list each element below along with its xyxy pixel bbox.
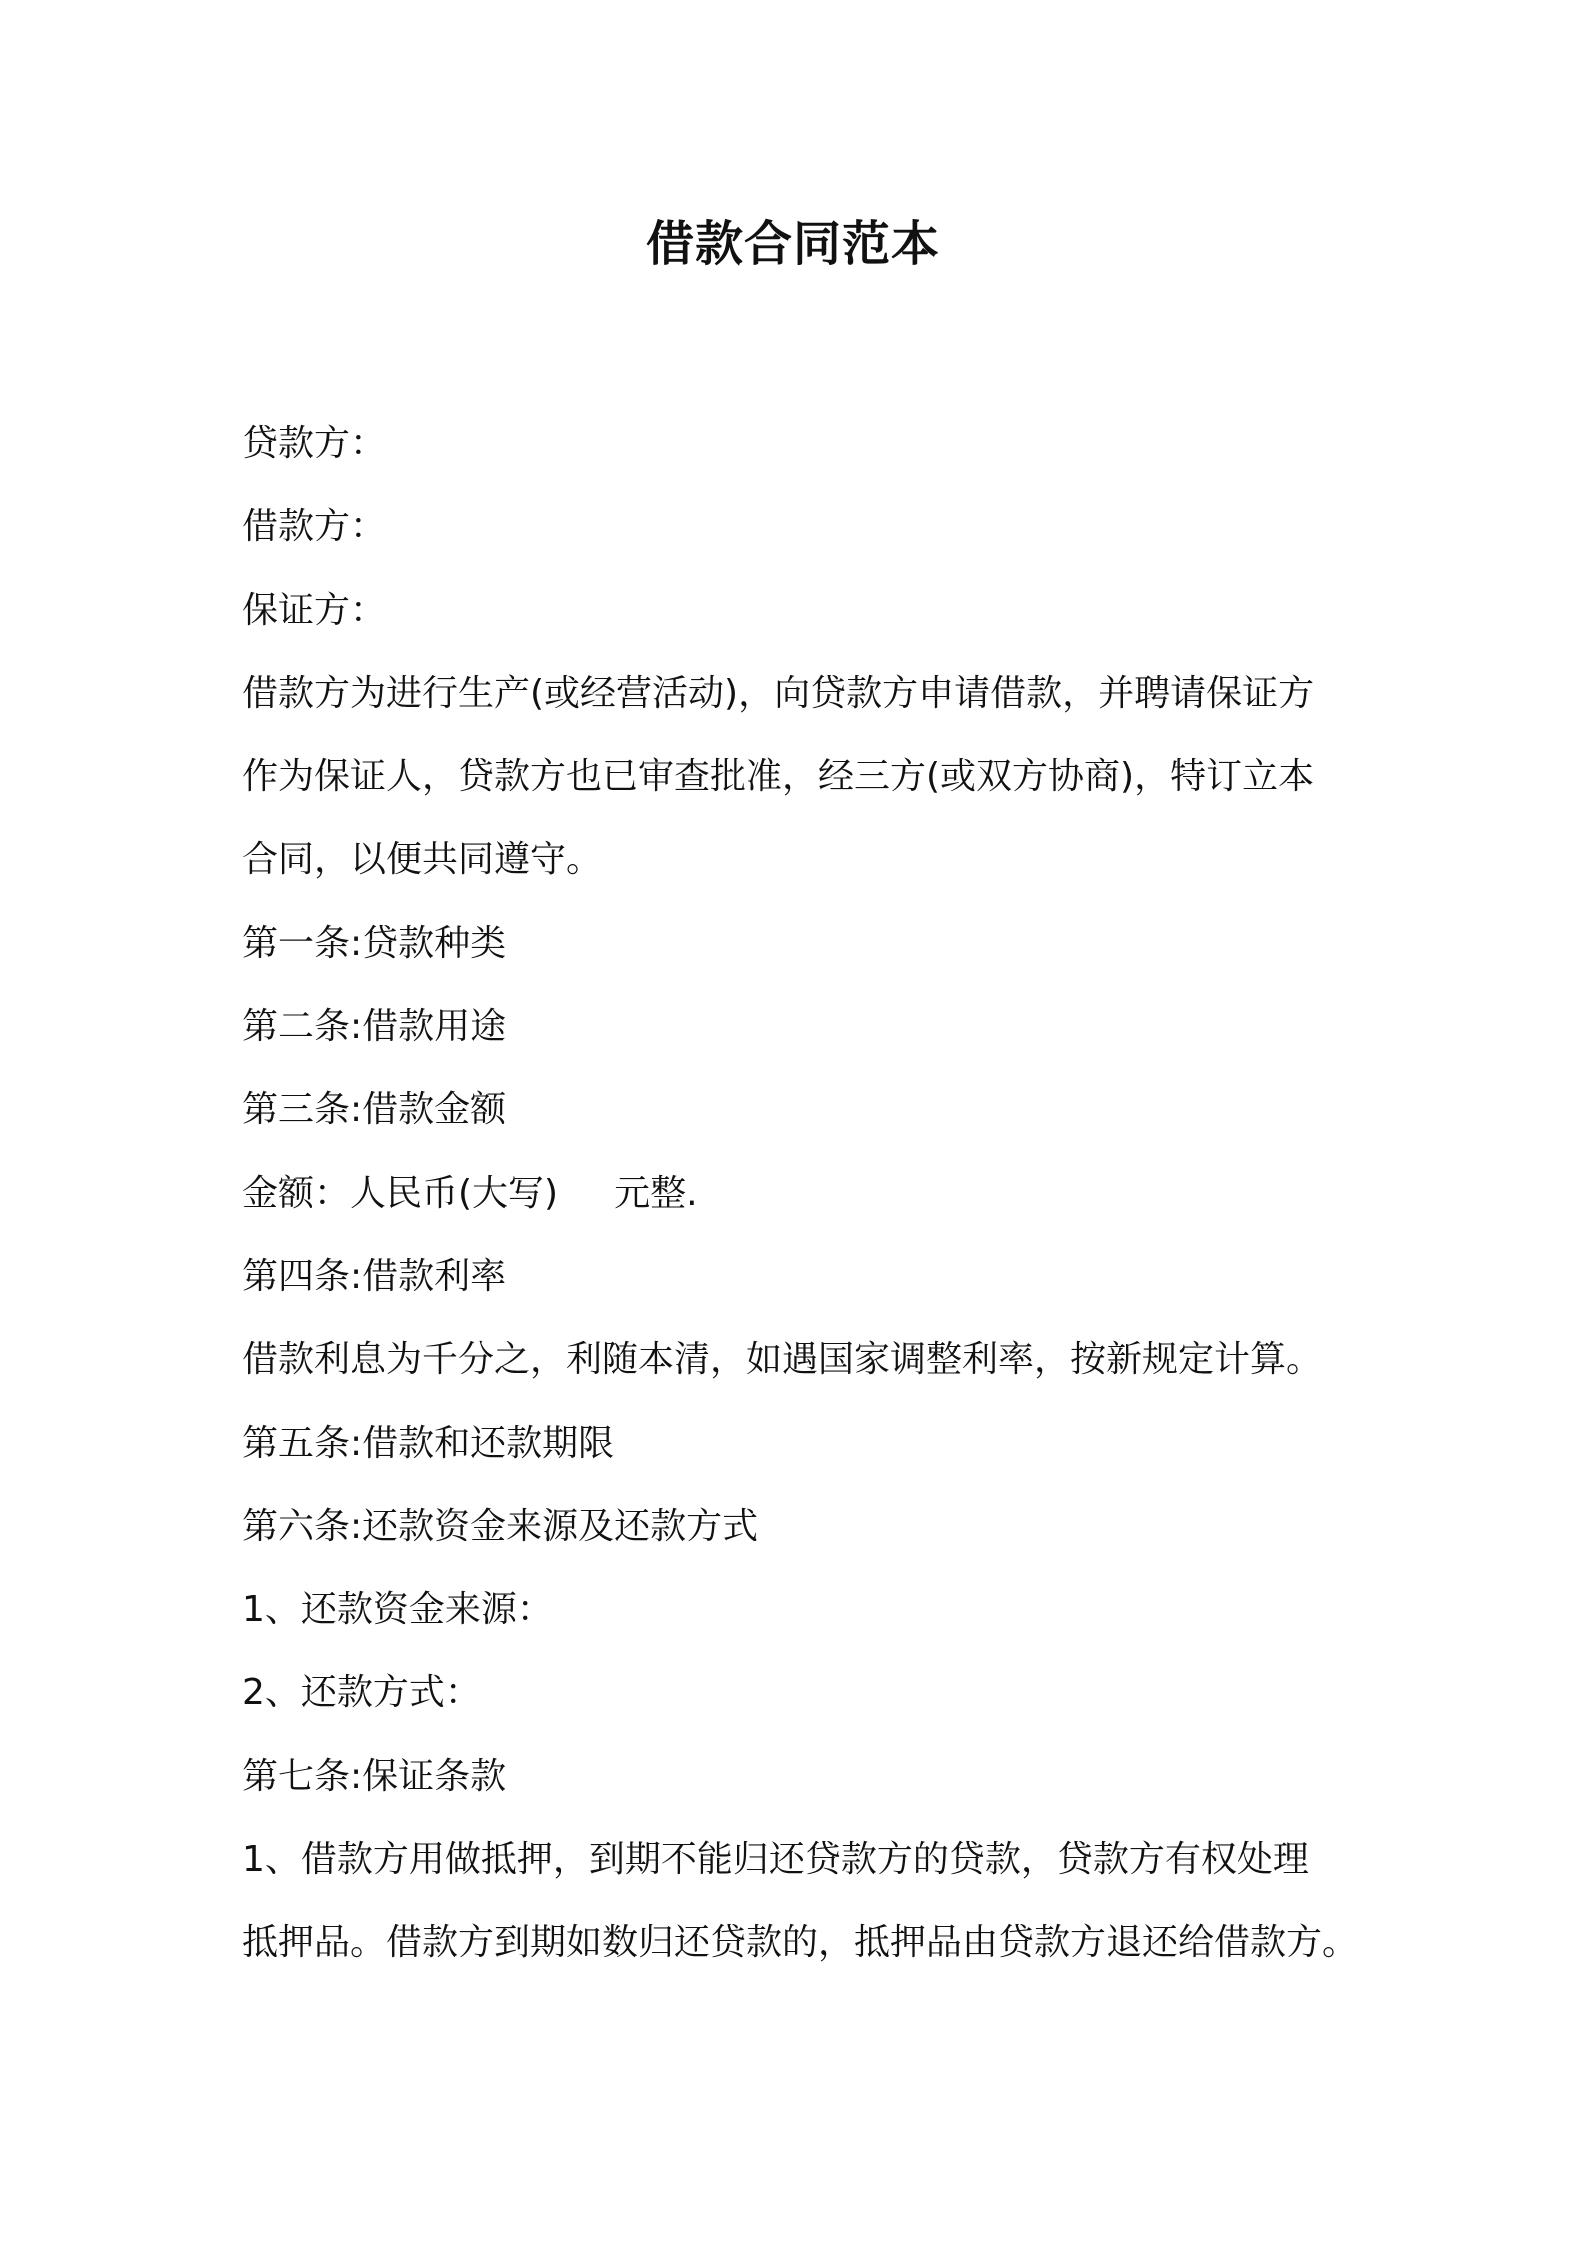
article-3-heading: 第三条:借款金额	[242, 1089, 507, 1131]
article-2-heading: 第二条:借款用途	[242, 1006, 507, 1048]
document-title: 借款合同范本	[645, 216, 940, 272]
lender-line: 贷款方：	[242, 423, 387, 464]
amount-label: 金额：人民币(大写)	[242, 1172, 559, 1214]
guarantor-line: 保证方：	[242, 589, 387, 631]
preamble-line-1: 借款方为进行生产(或经营活动)，向贷款方申请借款，并聘请保证方	[242, 672, 1315, 714]
repayment-source-item: 1、还款资金来源：	[242, 1589, 553, 1631]
preamble-line-2: 作为保证人，贷款方也已审查批准，经三方(或双方协商)，特订立本	[242, 756, 1315, 798]
amount-suffix: 元整.	[614, 1172, 698, 1214]
article-1-heading: 第一条:贷款种类	[242, 922, 507, 964]
article-4-heading: 第四条:借款利率	[242, 1255, 507, 1297]
guarantee-clause-line-1: 1、借款方用做抵押，到期不能归还贷款方的贷款，贷款方有权处理	[242, 1839, 1309, 1881]
guarantee-clause-line-2: 抵押品。借款方到期如数归还贷款的，抵押品由贷款方退还给借款方。	[242, 1922, 1359, 1964]
article-7-heading: 第七条:保证条款	[242, 1755, 507, 1797]
repayment-method-item: 2、还款方式：	[242, 1672, 481, 1714]
article-5-heading: 第五条:借款和还款期限	[242, 1422, 615, 1464]
article-6-heading: 第六条:还款资金来源及还款方式	[242, 1505, 759, 1547]
interest-clause: 借款利息为千分之，利随本清，如遇国家调整利率，按新规定计算。	[242, 1339, 1323, 1381]
preamble-line-3: 合同，以便共同遵守。	[242, 839, 603, 881]
document-body	[242, 402, 1359, 1985]
amount-line	[242, 1152, 1352, 1235]
borrower-line: 借款方：	[242, 506, 387, 548]
